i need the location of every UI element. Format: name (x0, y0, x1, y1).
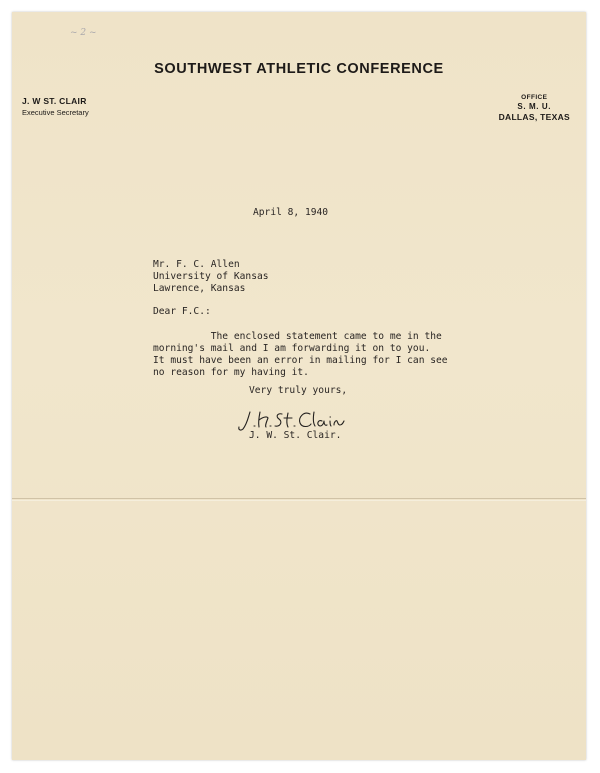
office-school: S. M. U. (517, 102, 552, 111)
salutation: Dear F.C.: (153, 306, 211, 317)
body-line: It must have been an error in mailing for I can see (153, 355, 448, 366)
office-label: OFFICE (521, 94, 548, 101)
body-line: The enclosed statement came to me in the (153, 331, 442, 342)
letterhead-office-block (499, 94, 570, 122)
letter-date: April 8, 1940 (253, 207, 329, 218)
body-line: no reason for my having it. (153, 367, 309, 378)
secretary-name: J. W ST. CLAIR (22, 96, 87, 106)
pencil-note: ~ 2 ~ (70, 28, 97, 38)
body-line: morning's mail and I am forwarding it on to you. (153, 343, 431, 354)
typed-signature-name: J. W. St. Clair. (249, 430, 342, 441)
recipient-address (153, 259, 269, 295)
recipient-line: University of Kansas (153, 271, 269, 282)
letterhead-secretary-block (22, 96, 89, 117)
recipient-line: Mr. F. C. Allen (153, 259, 240, 270)
office-city: DALLAS, TEXAS (498, 112, 570, 122)
letter-page (12, 12, 586, 760)
complimentary-close: Very truly yours, (249, 385, 348, 396)
letter-body (153, 331, 448, 379)
fold-crease (12, 498, 586, 499)
secretary-title: Executive Secretary (22, 108, 89, 117)
letterhead-organization: SOUTHWEST ATHLETIC CONFERENCE (154, 61, 444, 77)
recipient-line: Lawrence, Kansas (153, 283, 246, 294)
fold-crease-highlight (12, 500, 586, 501)
